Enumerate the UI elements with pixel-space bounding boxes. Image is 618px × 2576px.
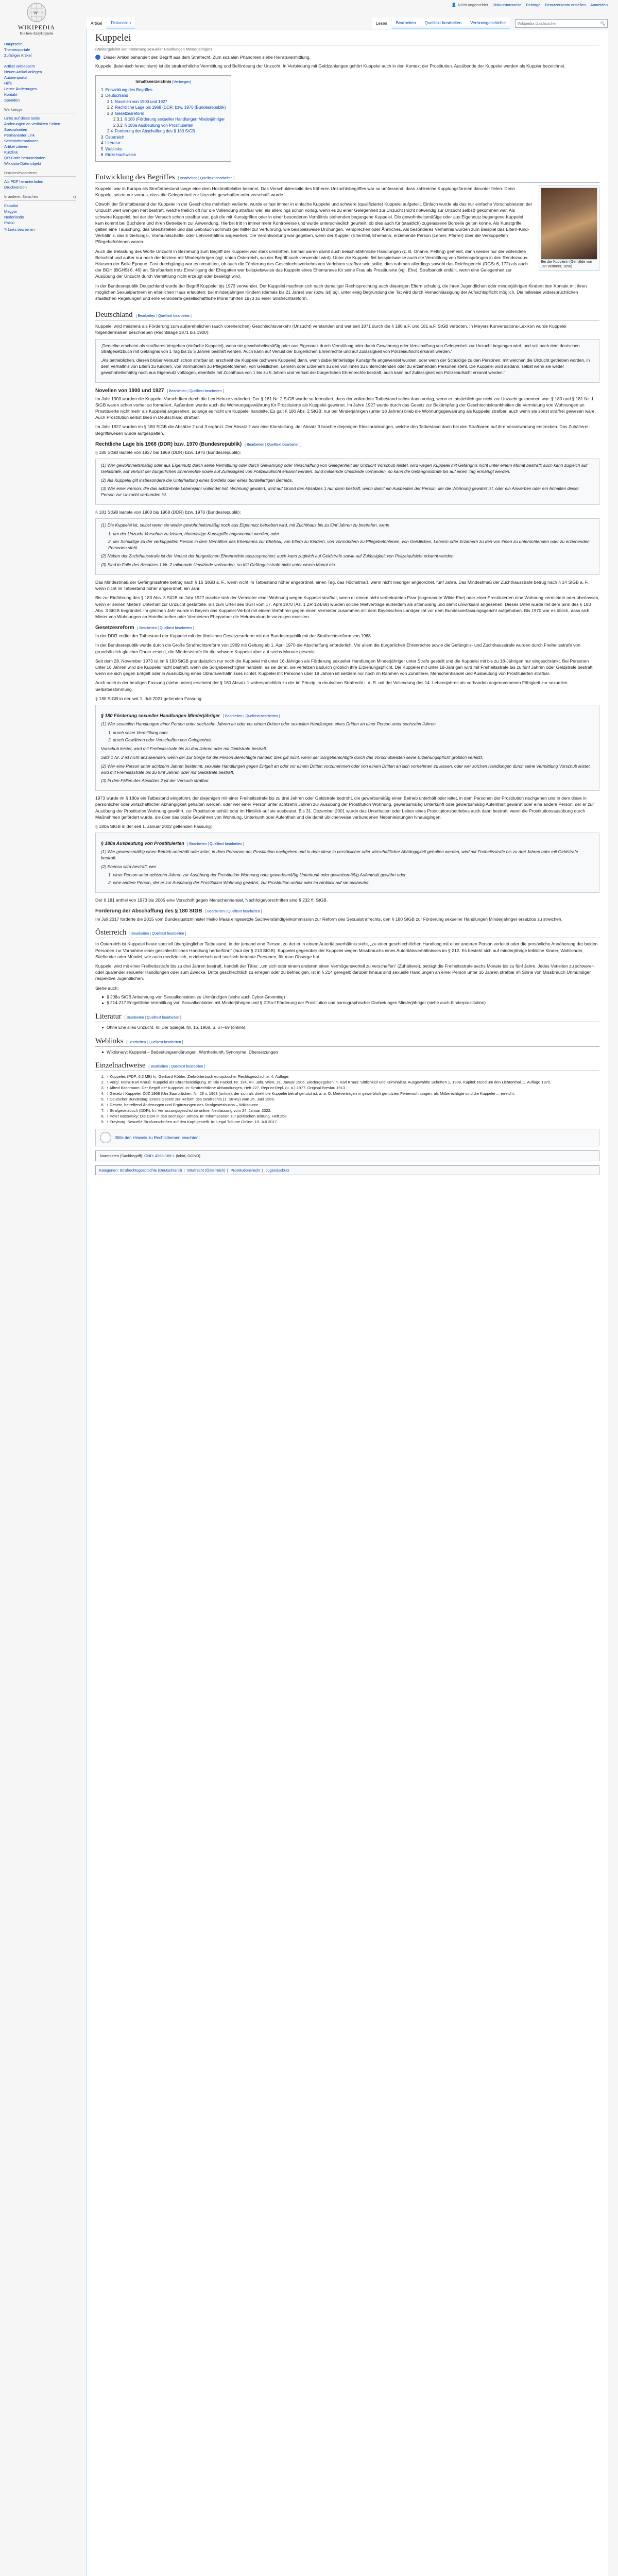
sidebar-item-main-page[interactable]: Hauptseite — [4, 42, 23, 46]
section-heading-literatur: Literatur [ Bearbeiten | Quelltext bearbeiten ] — [95, 1012, 599, 1022]
see-also-label: Siehe auch: — [95, 985, 119, 991]
sidebar-item[interactable]: Permanenter Link — [4, 133, 35, 138]
toc-item[interactable]: 2.4 Forderung der Abschaffung des § 180 StGB — [107, 129, 195, 134]
section-heading-forderung: Forderung der Abschaffung des § 180 StGB [ Bearbeiten | Quelltext bearbeiten ] — [95, 908, 262, 914]
references-list — [106, 1074, 599, 1125]
authority-control: Normdaten (Sachbegriff): GND: 4363-169-1 (lobid, OGND) — [95, 1150, 599, 1161]
section-edit: [ Bearbeiten | Quelltext bearbeiten ] — [223, 714, 280, 718]
create-account-link[interactable]: Benutzerkonto erstellen — [545, 2, 586, 7]
reference-item[interactable]: 2. ↑ Vergl. Heinz-Karl Krauß: Kuppelei als Ehrenbeleidigung. In: Die Fackel. Nr. 194, VII. Jahr, Wien, 31. Januar 1906, wiedergegeben in: Karl Kraus: Sittlichkeit und Kriminalität. Ausgewählte Schriften 1, 1908, Kapitel: Rund um den Lichtenthal. 1. Auflage 1970. — [106, 1079, 599, 1085]
reference-item[interactable]: 5. ↑ Deutscher Bundestag: Erstes Gesetz zur Reform des Strafrechts (1. StrRG) vom 25. Juni 1969. — [106, 1096, 599, 1102]
literature-list — [101, 1025, 599, 1031]
personal-toolbar — [452, 0, 608, 9]
reference-item[interactable]: 8. ↑ Peter Bozowsky: Die DDR in den sechziger Jahren. In: Informationen zur politischen Bildung, Heft 258. — [106, 1113, 599, 1119]
reference-item[interactable]: 7. ↑ Strafgesetzbuch (DDR). In: Verfassungsgeschichte online. Neufassung vom 24. Januar 2022. — [106, 1108, 599, 1113]
sidebar-item[interactable]: Neuen Artikel anlegen — [4, 70, 42, 74]
site-logo[interactable] — [3, 2, 70, 38]
sidebar-item[interactable]: Als PDF herunterladen — [4, 179, 43, 184]
table-of-contents — [95, 75, 231, 162]
login-link[interactable]: Anmelden — [590, 2, 608, 7]
section-edit: [ Bearbeiten | Quelltext bearbeiten ] — [137, 626, 194, 631]
paragraph: § 180 StGB lautete von 1927 bis 1968 (DDR) bzw. 1970 (Bundesrepublik): — [95, 449, 241, 455]
list-item[interactable]: Wiktionary: Kuppelei – Bedeutungserklärungen, Wortherkunft, Synonyme, Übersetzungen — [101, 1049, 599, 1056]
paragraph: Im Jahr 1900 wurden die Kuppelei-Vorschriften durch die Lex Heinze verändert. Der § 181 Nr. 2 StGB wurde so formuliert, dass der vollendete Tatbestand selbst dann vorlag, wenn er tatsächlich gar nicht zur Unzucht gekommen war. § 180 und § 181 Nr. 1 StGB waren schon vorher so formuliert. Außerdem wurde auch die Wohnungsgewährung für Prostituierte als Kuppelei gewertet. Im Jahre 1927 wurde durch das Gesetz zur Bekämpfung der Geschlechtskrankheiten die Vermietung von Wohnungen an Prostituierte nicht mehr als Kuppelei angesehen, solange es nicht um Kuppelei handelte. Es galt § 180 Abs. 2 StGB; nur bei Minderjährigen (unter 18 Jahren) blieb die Wohnungsgewährung als Kuppelei strafbar, auch wenn sie sonst straffrei gewesen wäre. Auch Prostitution selbst blieb in Deutschland strafbar. — [95, 396, 596, 420]
legal-notice-box: Bitte den Hinweis zu Rechtsthemen beachten! — [95, 1129, 599, 1146]
paragraph-sign-icon — [100, 1132, 111, 1143]
section-edit: [ Bearbeiten | Quelltext bearbeiten ] — [167, 389, 224, 393]
toc-item[interactable]: 4 Literatur — [101, 141, 121, 146]
sidebar-item[interactable]: Spenden — [4, 98, 20, 103]
paragraph: Bis zur Einführung des § 180 Abs. 3 StGB im Jahr 1927 machte sich der Vermieter einer Wohnung wegen Kuppelei strafbar, wenn er einem nicht verheirateten Paar (sogenannte Wilde Ehe) oder einer Prostituierten eine Wohnung vermietete oder überlassen, wenn er seinen Mietern Unterhalt zur Unzucht gestattete. Bis zum Urteil des BGH vom 17. April 1970 (Az. 1 ZR 124/68) wurden solche Mietverträge außerdem als sittenwidrig und damit unwirksam angesehen. Dieses Urteil wurde mit dem Sinn des § 180 Abs. 3 StGB begründet. Im gleichen Jahr wurde in Bayern das Kuppelei-Verbot mit einem Verfahren gegen einen Vermieter zusammen mit dem Bayerischen Landgericht vor dem Bundesverfassungsgericht aufgehoben. Bis 1970 war es üblich, dass sich Mieter von Wohnungen an Hotelbetreiber oder Vermietern Ehepartner die Heiratsurkunde vorzeigen mussten. — [95, 595, 599, 619]
reference-item[interactable]: 6. ↑ Gesetz, betreffend Änderungen und Ergänzungen des Strafgesetzbuchs – Wikisource — [106, 1102, 599, 1108]
list-item[interactable]: § 208a StGB Anbahnung von Sexualkontakten zu Unmündigen (siehe auch Cyber-Grooming) — [101, 994, 599, 1001]
section-edit: [ Bearbeiten | Quelltext bearbeiten ] — [245, 443, 302, 447]
language-link[interactable]: Polski — [4, 221, 15, 225]
sidebar-item[interactable]: Druckversion — [4, 185, 27, 190]
sidebar-item-portals[interactable]: Themenportale — [4, 47, 30, 52]
paragraph: Kuppelei wird mit einer Freiheitsstrafe bis zu drei Jahren bestraft, handelt der Täter, „um sich oder einem anderen einen Vermögensvorteil zu verschaffen“ (Zuhälterei), beträgt die Freiheitsstrafe sechs Monate bis zu fünf Jahre. Jedes Verleiten zu schwerer- oder quälender sexueller Handlungen oder zum Zwecke, Dritte geschlechtlich zu erregen oder zu befriedigen, ist in § 214 geregelt; darüber hinaus sind sexuelle Handlungen an einer Person unter 16 Jahren strafbar im Sinne von Missbrauch Unmündiger respektive Jugendlichen. — [95, 963, 595, 981]
paragraph: Auch noch in der heutigen Fassung (siehe unten) erscheint der § 180 Absatz 1 widersprüchlich zu der im Prinzip im deutschen Strafrecht i. d. R. mit der Vollendung des 14. Lebensjahres als vorhanden angenommenen Fähigkeit zur sexuellen Selbstbestimmung. — [95, 680, 568, 692]
paragraph: In der Bundesrepublik Deutschland wurde der Begriff Kuppelei bis 1973 verwendet. Der Kuppelei machten sich nach damaliger Rechtsprechung auch diejenigen Eltern schuldig, die ihren Jugendlichen oder minderjährigen Kindern den Kontakt mit ihren möglichen Sexualpartnern im elterlichen Haus erlaubten; bei minderjährigen Kindern (damals bis 21 Jahre) war (bzw. ist) ugl, unter einig Begründung der Tat wird durch Vernachlässigung der Aufsichtspflicht möglich. Die teilweise widersprüchlichen staatlichen Regelungen und eine veränderte gesellschaftliche Moral führten 1973 zu einer Strafrechtsreform. — [95, 283, 587, 301]
toc-toggle[interactable]: [Verbergen] — [172, 80, 192, 84]
category-link[interactable]: Strafrecht (Österreich) — [187, 1168, 226, 1173]
contributions-link[interactable]: Beiträge — [526, 2, 541, 7]
sidebar-item[interactable]: Letzte Änderungen — [4, 87, 37, 91]
logo-tagline: Die freie Enzyklopädie — [20, 31, 54, 36]
thumbnail-figure[interactable] — [539, 185, 599, 271]
paragraph: In Österreich ist Kuppelei heute speziell übergänglicher Tatbestand, in der jemand eine Person, zu der er in einem Autoritätsverhältnis steht, „zu einer geschlechtlichen Handlung mit einer anderen Person verleitet oder die persönliche Annäherung der beiden Personen zur Vornahme einer geschlechtlichen Handlung herbeiführt“ (laut der § 213 StGB). Kuppelei gegenüber der Kuppelei wegen Missbrauchs eines Autoritätsverhältnisses im § 212. Es besteht sich auf minderjährige leibliche Kinder, Wahlkinder, Stiefkinder oder Mündel, wie auch medizinisch, erzieherisch und seelisch betreute Personen, für man Obsorge hat. — [95, 941, 598, 959]
language-link[interactable]: Magyar — [4, 209, 18, 214]
list-item[interactable]: § 214-217 Entgeltliche Vermittlung von Sexualkontakten mit Minderjährigen und § 215a-f Förderung der Prostitution und pornographischer Darbietungen Minderjähriger (siehe auch Kinderprostitution) — [101, 1000, 599, 1006]
paragraph: In der DDR entfiel der Tatbestand der Kuppelei mit der ähnlichen Gesetzesreform mit der Bundesrepublik mit der Strafrechtsreform von 1968. — [95, 633, 372, 639]
pencil-icon: ✎ — [4, 228, 7, 232]
sidebar-item[interactable]: QR-Code herunterladen — [4, 156, 46, 160]
list-item[interactable]: Ohne Ehe alles Unzucht. In: Der Spiegel. Nr. 16, 1968, S. 67–69 (online). — [101, 1025, 599, 1031]
toc-item[interactable]: 6 Einzelnachweise — [101, 152, 136, 158]
hatnote: Dieser Artikel behandelt den Begriff aus dem Strafrecht. Zum sozialen Phänomen siehe Heiratsvermittlung. — [95, 55, 599, 60]
section-edit: [ Bearbeiten | Quelltext bearbeiten ] — [135, 314, 193, 318]
paragraph: Seit dem 28. November 1973 ist im § 180 StGB grundsätzlich nur noch die Kuppelei mit unter 16-Jährigen als Förderung sexueller Handlungen Minderjähriger unter Strafe gestellt und die Kuppelei mit bis zu 18-Jährigen nur eingeschränkt. Bei Personen unter 16 Jahren wird die Kuppelei nicht bestraft, wenn die Sorgeberechtigten handeln, es sei denn, sie verletzen dadurch gröblich ihre Erziehungspflicht. Die Kuppelei mit unter 18-Jährigen wird mit Freiheitsstrafe bis zu fünf Jahren oder Geldstrafe bestraft, wenn sie sich gegen Entgelt oder in Ausnutzung eines Obhutsverhältnisses richtet. Kuppelei mit Personen über 18 Jahren ist seitdem nur noch im Rahmen von Zuhälterei, Menschenhandel und Ausbeutung von Prostituierten strafbar. — [95, 658, 594, 676]
sidebar-participate — [4, 63, 76, 103]
paragraph: Der § 181 entfiel von 1973 bis 2005 eine Vorschrift gegen Menschenhandel, Nachfolgevorschriften sind § 232 ff. StGB. — [95, 897, 328, 903]
toc-item[interactable]: 2.3.1 § 180 (Förderung sexueller Handlungen Minderjähriger — [113, 117, 225, 122]
logo-wordmark: WIKIPEDIA — [18, 24, 56, 31]
not-logged-in: 👤 Nicht angemeldet — [451, 2, 488, 7]
sidebar-item[interactable]: Hilfe — [4, 81, 12, 86]
paragraph: § 180a StGB in der seit 1. Januar 2002 geltenden Fassung: — [95, 823, 212, 829]
sidebar-tools — [4, 108, 76, 166]
toc-item[interactable]: 3 Österreich — [101, 134, 125, 140]
paragraph: Auch die Belastung des Worte Unzucht in Beziehung zum Begriff der Kuppelei war stark umstritten. Einmal waren damit auch beischlafähnliche Handlungen (z. B. Onanie, Petting) gemeint, dann wieder nur der vollendete Beischlaf und außer nur noch der letztere mit Minderjährigen (vgl. unten Österreich, wo der Begriff noch verwendet wird). Unter die Kuppelei fiel beispielsweise auch die Vermittlung von Seitensprüngen in den Rendezvous-Häusern der Belle Époque. Fast durchgängig war es umstritten, ob auch die Förderung des Geschlechtsverkehrs von Verlobten strafbar sein sollte, dies nahmen allerdings sowohl das Reichsgericht (RGSt 6, 172) als auch der BGH (BGHSt 6, 46) an. Strafbarkeit trotz Einwilligung der Ehegatten war beispielsweise das Kuppeln eines Ehemannes für seine Frau als Prostituierte (vgl. Ehe). Strafbarkeit entfällt, wenn eine Gelegenheit zur Ausübung der Unzucht durch Vermittlung nicht erzeugt oder beseitigt wird. — [95, 248, 529, 279]
reference-item[interactable]: 3. ↑ Alfred Bachmann: Der Begriff der Kuppelei. In: Strafrechtliche Abhandlungen, Heft 227, Reprint-Repl. (u. a.) 1977. Original Breslau 1913. — [106, 1085, 599, 1091]
sidebar-navigation — [4, 41, 76, 58]
section-heading-gesetzesreform: Gesetzesreform [ Bearbeiten | Quelltext bearbeiten ] — [95, 625, 194, 631]
toc-item[interactable]: 1 Entwicklung des Begriffes — [101, 87, 152, 92]
thumb-caption: Bei der Kupplerin (Gemälde von Jan Vermeer, 1656) — [541, 260, 592, 268]
tab-edit[interactable]: Bearbeiten — [392, 18, 420, 29]
toc-title: Inhaltsverzeichnis [Verbergen] — [135, 79, 192, 84]
weblinks-list — [101, 1049, 599, 1056]
tab-discussion[interactable]: Diskussion — [107, 18, 135, 29]
talk-link[interactable]: Diskussionsseite — [492, 2, 522, 7]
user-icon: 👤 — [451, 2, 457, 7]
toc-item[interactable]: 2.2 Rechtliche Lage bis 1968 (DDR: bzw. 1970 (Bundesrepublik) — [107, 105, 226, 110]
category-link[interactable]: Strafrechtsgeschichte (Deutschland) — [119, 1168, 182, 1173]
gear-icon[interactable]: ⚙ — [73, 196, 76, 199]
search-input[interactable]: Wikipedia durchsuchen 🔍 — [515, 19, 608, 28]
section-heading-einzelnachweise: Einzelnachweise [ Bearbeiten | Quelltext bearbeiten ] — [95, 1061, 599, 1071]
section-heading-entwicklung: Entwicklung des Begriffes [ Bearbeiten | Quelltext bearbeiten ] — [95, 173, 599, 183]
toc-item[interactable]: 2.1 Novellen von 1900 und 1927 — [107, 99, 167, 104]
paragraph: § 180 StGB in der seit 1. Juli 2021 geltenden Fassung: — [95, 696, 203, 701]
section-edit: [ Bearbeiten | Quelltext bearbeiten ] — [124, 1015, 181, 1020]
sidebar-print — [4, 172, 76, 190]
sidebar-item[interactable]: Seiteninformationen — [4, 139, 39, 143]
sidebar-item[interactable]: Kontakt — [4, 92, 18, 97]
law-quote-180-current: § 180 Förderung sexueller Handlungen Minderjähriger [ Bearbeiten | Quelltext bearbeiten ] (1) Wer sexuellen Handlungen einer Person unter sechzehn Jahren an oder vor einem Dritten oder sexuellen Handlungen eines Dritten an einer Person unter sechzehn Jahren 1. durch seine Vermittlung oder 2. durch Gewähren oder Verschaffen von Gelegenheit Vorschub leistet, wird mit Freiheitsstrafe bis zu drei Jahren oder mit Geldstrafe bestraft. Satz 1 Nr. 2 ist nicht anzuwenden, wenn der zur Sorge für die Person Berechtigte handelt; dies gilt nicht, wenn der Sorgeberechtigte durch das Vorschubleisten seine Erziehungspflicht gröblich verletzt. (2) Wer eine Person unter achtzehn Jahren bestimmt, sexuelle Handlungen gegen Entgelt an oder vor einem Dritten vorzunehmen oder von einem Dritten an sich vornehmen zu lassen, oder wer solchen Handlungen durch seine Vermittlung Vorschub leistet, wird mit Freiheitsstrafe bis zu fünf Jahren oder mit Geldstrafe bestraft. (3) In den Fällen des Absatzes 2 ist der Versuch strafbar. — [95, 705, 599, 791]
law-quote-180a: § 180a Ausbeutung von Prostituierten [ Bearbeiten | Quelltext bearbeiten ] (1) Wer gewerbsmäßig einen Betrieb unterhält oder leitet, in dem Personen der Prostitution nachgehen und in dem diese in persönlicher oder wirtschaftlicher Abhängigkeit gehalten werden, wird mit Freiheitsstrafe bis zu drei Jahren oder mit Geldstrafe bestraft. (2) Ebenso wird bestraft, wer 1. einer Person unter achtzehn Jahren zur Ausübung der Prostitution Wohnung oder gewerbsmäßig Unterkunft oder gewerbsmäßig Aufenthalt gewährt oder 2. eine andere Person, der er zur Ausübung der Prostitution Wohnung gewährt, zur Prostitution anhält oder im Hinblick auf sie ausbeutet. — [95, 833, 599, 893]
reference-item[interactable]: 1. ↑ Kuppelei. (PDF; 6,2 MB) In: Gerhard Köbler: Zielwörterbuch europäischer Rechtsgeschichte. 4. Auflage. — [106, 1074, 599, 1079]
svg-text:W: W — [33, 10, 38, 15]
section-edit: [ Bearbeiten | Quelltext bearbeiten ] — [205, 910, 262, 914]
law-quote-181: (1) Die Kuppelei ist, selbst wenn sie weder gewohnheitsmäßig noch aus Eigennutz betrieben wird, mit Zuchthaus bis zu fünf Jahren zu bestrafen, wenn 1. um der Unzucht Vorschub zu leisten, hinterlistige Kunstgriffe angewendet werden, oder 2. der Schuldige zu der verkuppelten Person in dem Verhältnis des Ehemanns zur Ehefrau, von Eltern zu Kindern, von Vormündern zu Pflegebefohlenen, von Geistlichen, Lehrern oder Erziehern zu den von ihnen zu unterrichtenden oder zu erziehenden Personen steht. (2) Neben der Zuchthausstrafe ist der Verlust der bürgerlichen Ehrenrechte auszusprechen; auch kann zugleich auf Geldstrafe sowie auf Zulässigkeit von Polizeiaufsicht erkannt werden. (3) Sind in Falle des Absatzes 1 Nr. 2 mildernde Umstände vorhanden, so tritt Gefängnisstrafe nicht unter einem Monat ein. — [95, 518, 599, 575]
redirect-note: (Weitergeleitet von Förderung sexueller Handlungen Minderjähriger) — [95, 47, 212, 52]
tab-read[interactable]: Lesen — [372, 18, 391, 29]
sidebar-item-random[interactable]: Zufälliger Artikel — [4, 53, 32, 58]
law-quote-180: (1) Wer gewohnheitsmäßig oder aus Eigennutz durch seine Vermittlung oder durch Gewährung oder Verschaffung von Gelegenheit der Unzucht Vorschub leistet, wird wegen Kuppelei mit Gefängnis nicht unter einem Monat bestraft; auch kann zugleich auf Geldstrafe, auf Verlust der bürgerlichen Ehrenrechte sowie auf Zulässigkeit von Polizeiaufsicht erkannt werden. Sind mildernde Umstände vorhanden, so kann die Gefängnisstrafe bis auf einen Tag ermäßigt werden. (2) Als Kuppelei gilt insbesondere die Unterhaltung eines Bordells oder eines bordellartigen Betriebs. (3) Wer einer Person, die das achtzehnte Lebensjahr vollendet hat, Wohnung gewährt, wird auf Grund des Absatzes 1 nur dann bestraft, wenn damit ein Ausbeuten der Person, der die Wohnung gewährt ist, oder ein Anwerben oder ein Anhalten dieser Person zur Unzucht verbunden ist. — [95, 459, 599, 505]
search-icon[interactable]: 🔍 — [600, 21, 605, 26]
info-icon — [95, 55, 100, 60]
see-also-list — [101, 994, 599, 1006]
sidebar-item[interactable]: Änderungen an verlinkten Seiten — [4, 122, 60, 126]
paragraph: Obwohl der Straftatbestand der Kuppelei in der Geschichte mehrfach variierte, wurde er fast immer in einfache Kuppelei und schwere (qualifizierte) Kuppelei aufgeteilt. Einfach wurde als das nur einfache Vorschubleisten der Unzucht wert wenigen hert bestraft, welche freilich oft nur die Vollendung strafbar war, als allerdings schon vorlag, wenn es zu einer Gelegenheit zur Unzucht (nicht notwendig zur Unzucht selbst) gekommen war. Als schwere Kuppelei, bei der der Versuch schon strafbar war, galt die mit Kunstgriffen oder in einer besonderen Verhältnis stehenden begangene Kuppelei. Die gewohnheitsmäßige oder aus Eigennutz begangene Kuppelei kam kommt bei Buchdem und ihren Betreibern zur Anwendung. Hierbei tritt in immer mehr Kontroverse und wurde unterschiedlich geurteilt, ob dies auch für (staatlich) zugelassene Bordelle gelten könne. Als Kunstgriffe galten eine Täuschung, das Gleichstellen und das Gebrauch schmutziger Mittel zur Verführung, wie beispielsweise Drohungen, Versprechen oder Ähnliches. Als besonderes Verhältnis wurden zum Beispiel das Eltern-Kind-Verhältnis, das Erziehungs-, Vormundschafts- oder Lehrverhältnis angesehen. Die Verantwortung war gegeben, wenn der Kuppler (Elternteil, Ehemann, erziehende Person (Lehrer, Pfarrer) über die Verkuppelten Pflegebefohlenen waren. — [95, 201, 533, 245]
edit-links[interactable]: ✎ Links bearbeiten — [4, 228, 35, 232]
section-edit: [ Bearbeiten | Quelltext bearbeiten ] — [178, 176, 235, 180]
reference-item[interactable]: 4. ↑ Gesetz / Kuppelei. ÖJZ 1968 (Uni Saarbrücken, Nr. 26 v. 1968 (online), der sich als direkt die Kuppelei betraf genutzt ist, a. a. O. Mietverträgen in gewerblich genutzten Ferienwohnungen; als Mitberechtigte sind die Kuppelei ... erreicht. — [106, 1091, 599, 1096]
intro-paragraph: Kuppelei (lateinisch lenocinium) ist die strafrechtliche Vermittlung und Befördeung der Unzucht. In Verbindung mit Geldzahlungen gehört Kuppelei auch in den Kontext der Prostitution. Ausübende der Kuppelei werden als Kuppler bezeichnet. — [95, 63, 565, 69]
section-edit: [ Bearbeiten | Quelltext bearbeiten ] — [129, 932, 186, 936]
wikipedia-globe-icon — [26, 2, 47, 23]
paragraph: In der Bundesrepublik wurde durch die Große Strafrechtsreform von 1969 mit Geltung ab 1. April 1970 die Abschaffung erforderlich. Vor allem die bürgerlichen Ehrenrechte sowie die Gefängnis- und Zuchthausstrafe wurden durch Freiheitsstrafe von grundsätzlich gleicher Dauer ersetzt, die Mindeststrafe für die schwere Kuppelei aber auf sechs Monate gesenkt. — [95, 642, 580, 654]
toc-item[interactable]: 5 Weblinks — [101, 146, 122, 151]
section-heading-180: § 180 Förderung sexueller Handlungen Minderjähriger [ Bearbeiten | Quelltext bearbeiten ] — [101, 713, 594, 720]
sidebar-item[interactable]: Links auf diese Seite — [4, 116, 40, 121]
sidebar — [4, 41, 76, 238]
toc-item[interactable]: 2 Deutschland — [101, 93, 128, 98]
blockquote: „Derselbe erscheint als strafbares Vergehen (einfache Kuppelei), wenn sie gewohnheitsmäßig oder aus Eigennutz durch Vermittlung oder durch Gewährung oder Verschaffung von Gelegenheit zur Unzucht begangen wird, und soll nach dem deutschen Strafgesetzbuch mit Gefängnis von 1 Tag bis zu 5 Jahren bestraft werden. Auch kann auf Verlust der bürgerlichen Ehrenrechte und auf Zulässigkeit von Polizeiaufsicht erkannt werden.“ „Als betrieblichen, diesen bloßer Versuch schon strafbar ist, erscheint die Kuppelei (schwere Kuppelei) dann, wenn dabei hinterlistige Kunstgriffe angewendet wurden, oder wenn der Schuldige zu den Personen, mit welchen die Unzucht getrieben worden, in dem Verhältnis von Eltern zu Kindern, von Vormündern zu Pflegebefohlenen, von Geistlichen, Lehrern oder Erziehern zu den von ihnen zu unterrichtenden oder zu erziehenden Personen steht. Die Kuppelei wird alsdann, selbst wenn sie weder gewohnheitsmäßig noch aus Eigennutz vollzogen, ebenfalls mit Zuchthaus von 1 bis zu 5 Jahren und Verlust der bürgerlichen Ehrenrechte bestraft; auch kann auf Zulässigkeit von Polizeiaufsicht erkannt werden.“ — [95, 339, 599, 383]
sidebar-heading: In anderen Sprachen ⚙ — [4, 195, 76, 201]
sidebar-item[interactable]: Spezialseiten — [4, 127, 27, 132]
section-heading-rechtslage: Rechtliche Lage bis 1968 (DDR) bzw. 1970 (Bundesrepublik) [ Bearbeiten | Quelltext bearbeiten ] — [95, 441, 302, 447]
page-tabs — [87, 18, 608, 29]
section-heading-novellen: Novellen von 1900 und 1927 [ Bearbeiten | Quelltext bearbeiten ] — [95, 387, 224, 394]
section-heading-180a: § 180a Ausbeutung von Prostituierten [ Bearbeiten | Quelltext bearbeiten ] — [101, 841, 594, 848]
sidebar-item[interactable]: Wikidata-Datenobjekt — [4, 161, 41, 166]
section-heading-oesterreich: Österreich [ Bearbeiten | Quelltext bearbeiten ] — [95, 928, 599, 938]
category-link[interactable]: Prostitutionsrecht — [230, 1168, 261, 1173]
main-content — [87, 29, 608, 2576]
toc-list — [101, 87, 226, 158]
tab-history[interactable]: Versionsgeschichte — [466, 18, 510, 29]
paragraph: Im Juli 2017 forderte die 2015 vom Bundesjustizminister Heiko Maas eingesetzte Sachverständigenkommission zur Reform des Sexualstrafrechts, den § 180 StGB zur Förderung sexueller Handlungen Minderjähriger ersatzlos zu streichen. — [95, 917, 563, 922]
section-edit: [ Bearbeiten | Quelltext bearbeiten ] — [187, 842, 244, 846]
tab-article[interactable]: Artikel — [87, 18, 106, 29]
paragraph: Kuppelei wird meistens als Förderung zum außerehelichen (auch vorehelichen) Geschlechtsverkehr (Unzucht) verstanden und war seit 1871 durch die § 180 a.F. und 181 a.F. StGB verboten. In Meyers Konversations-Lexikon wurde Kuppelei folgendermaßen beschrieben (Rechtslage 1871 bis 1900): — [95, 324, 566, 335]
sidebar-item[interactable]: Kurzlink — [4, 150, 18, 155]
page-title: Kuppelei — [95, 32, 599, 45]
sidebar-item[interactable]: Artikel verbessern — [4, 64, 36, 69]
category-links: Kategorien: Strafrechtsgeschichte (Deutschland) | Strafrecht (Österreich) | Prostitutionsrecht | Jugendschutz — [95, 1165, 599, 1175]
tab-edit-source[interactable]: Quelltext bearbeiten — [420, 18, 466, 29]
paragraph: Im Jahr 1927 wurden im § 180 StGB die Absätze 2 und 3 ergänzt. Der Absatz 2 war eine Klarstellung, der Absatz 3 brachte diejenigen Einschränkungen, welche den Tatbestand dann bei den Strafbaren auf ihre Verantwortung erstrecken. Das Zuhälterei-Begriffswesen wurde aufgespalten. — [95, 424, 590, 436]
section-heading-deutschland: Deutschland [ Bearbeiten | Quelltext bearbeiten ] — [95, 311, 599, 320]
paragraph: Kuppelei war in Europa als Straftatbestand lange eine dem Hochmittelalter bekannt. Das Verschuldensbild des früheren Unzuchtsbegriffes war so umfassend, dass zahlreiche Kupplungsformen darunter fielen: Denn Kuppelei setzte nur voraus, dass die Gelegenheit zur Unzucht geschaffen oder verschafft wurde. — [95, 185, 515, 197]
sidebar-heading: Werkzeuge — [4, 108, 76, 113]
paragraph: § 181 StGB lautete von 1900 bis 1968 (DDR) bzw. 1970 (Bundesrepublik): — [95, 509, 241, 515]
language-link[interactable]: Nederlands — [4, 215, 24, 219]
paragraph: Das Mindestmaß der Gefängnisstrafe betrug nach § 16 StGB a. F., wenn nicht im Tatbestand höher angeordnet, einen Tag, das Höchstmaß, wenn nicht niedriger angeordnet, fünf Jahre. Das Mindestmaß der Zuchthausstrafe betrug nach § 14 StGB a. F., wenn nicht im Tatbestand höher angeordnet, ein Jahr. — [95, 579, 590, 591]
language-link[interactable]: Español — [4, 204, 19, 208]
sidebar-item[interactable]: Artikel zitieren — [4, 144, 29, 149]
section-edit: [ Bearbeiten | Quelltext bearbeiten ] — [126, 1040, 183, 1044]
sidebar-heading: Drucken/exportieren — [4, 172, 76, 177]
toc-item[interactable]: 2.3.2 § 180a Ausbeutung von Prostituierten — [113, 123, 194, 128]
sidebar-item[interactable]: Autorenportal — [4, 75, 28, 80]
section-edit: [ Bearbeiten | Quelltext bearbeiten ] — [148, 1065, 205, 1069]
section-heading-weblinks: Weblinks [ Bearbeiten | Quelltext bearbeiten ] — [95, 1037, 599, 1047]
reference-item[interactable]: 9. ↑ Freyburg: Sexuelle Strafvorschriften auf den Kopf gestellt. In: Legal Tribune Online. 19. Juli 2017. — [106, 1119, 599, 1125]
painting-image[interactable] — [541, 188, 597, 260]
paragraph: 1973 wurde im § 180a ein Tatbestand eingeführt, der diejenigen mit einer Freiheitsstrafe bis zu drei Jahren oder Geldstrafe bedroht, die gewerbsmäßig einen Betrieb unterhält oder leitet, in dem Personen der Prostitution nachgehen und in dem diese in persönlicher oder wirtschaftlicher Abhängigkeit gehalten werden, oder wer einer Person unter achtzehn Jahren zur Ausübung der Prostitution Wohnung, gewerbsmäßig Unterkunft oder gewerbsmäßig Aufenthalt gewährt oder eine andere Person, der er zur Ausübung der Prostitution Wohnung gewährt, zur Prostitution anhält oder im Hinblick auf sie ausbeutet. Bis 31. Dezember 2001 wurde das Unterhalten oder Leiten eines Prostitutionsbetriebes auch dann bestraft, wenn die Prostitutionsausübung durch Maßnahmen gefördert wurde, die über das bloße Gewähren von Wohnung, Unterkunft oder Aufenthalt und die damit üblicherweise verbundenen Nebenleistungen hinausgingen. — [95, 795, 594, 820]
toc-item[interactable]: 2.3 Gesetzesreform — [107, 111, 145, 116]
category-link[interactable]: Jugendschutz — [265, 1168, 289, 1173]
sidebar-languages — [4, 195, 76, 233]
